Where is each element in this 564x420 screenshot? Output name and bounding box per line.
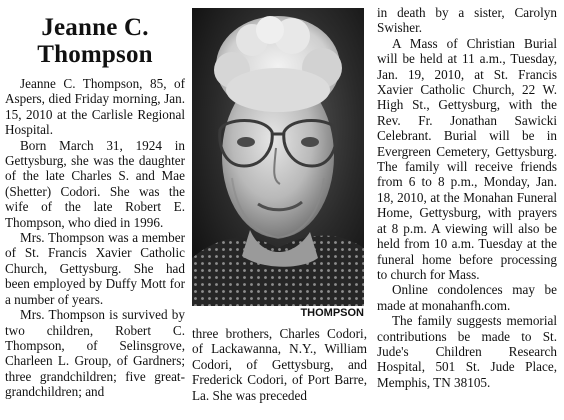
headline-second-line: Thompson (37, 41, 153, 68)
column-1 (5, 14, 185, 400)
brothers-paragraph: three brothers, Charles Codori, of Lackawanna, N.Y., William Codori, of Gettysburg, and Frederick Codori, of Port Barre, La. She was preceded (192, 326, 367, 403)
birth-family-paragraph: Born March 31, 1924 in Gettysburg, she was the daughter of the late Charles S. and Mae (Shetter) Codori. She was the wife of the late Robert E. Thompson, who died in 1996. (5, 137, 185, 230)
photo-caption: THOMPSON (300, 307, 364, 319)
condolences-paragraph: Online condolences may be made at monahanfh.com. (377, 282, 557, 313)
column-2 (192, 326, 367, 403)
portrait-photo (192, 8, 364, 306)
headline-first-line: Jeanne C. (41, 14, 149, 41)
services-paragraph: A Mass of Christian Burial will be held at 11 a.m., Tuesday, Jan. 19, 2010, at St. Francis Xavier Catholic Church, 22 W. High St., Gettysburg, with the Rev. Fr. Jonathan Sawicki Celebrant. Burial will be in Evergreen Cemetery, Gettysburg. The family will receive friends from 6 to 8 p.m., Monday, Jan. 18, 2010, at the Monahan Funeral Home, Gettysburg, with prayers at 8 p.m. A viewing will also be held from 10 a.m. Tuesday at the funeral home before processing to church for Mass. (377, 35, 557, 282)
obituary-headline (5, 14, 185, 68)
death-notice-paragraph: Jeanne C. Thompson, 85, of Aspers, died Friday morning, Jan. 15, 2010 at the Carlisle Regional Hospital. (5, 76, 185, 138)
column-3 (377, 5, 557, 390)
survivors-paragraph: Mrs. Thompson is survived by two children, Robert C. Thompson, of Selinsgrove, Charleen L. Group, of Gardners; three grandchildren; five great-grandchildren; and (5, 307, 185, 400)
memorial-contributions-paragraph: The family suggests memorial contributions be made to St. Jude's Children Research Hospital, 501 St. Jude Place, Memphis, TN 38105. (377, 313, 557, 390)
preceded-in-death-paragraph: in death by a sister, Carolyn Swisher. (377, 5, 557, 36)
church-employment-paragraph: Mrs. Thompson was a member of St. Francis Xavier Catholic Church, Gettysburg. She had been employed by Duffy Mott for a number of years. (5, 230, 185, 307)
